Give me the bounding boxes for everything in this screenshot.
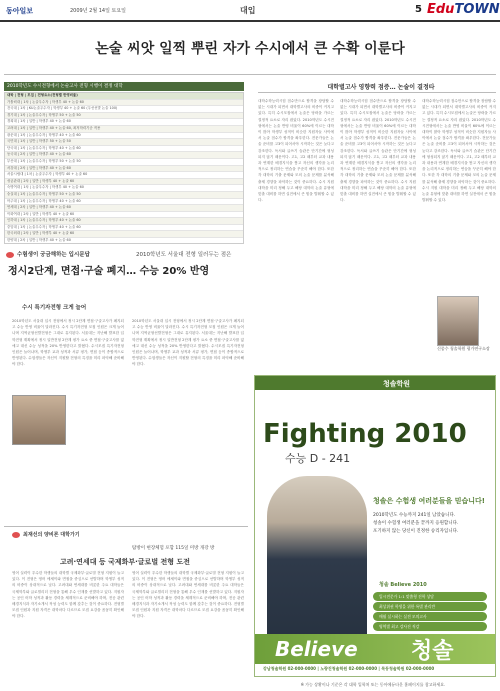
table-row: 숭실대 | 1차 | 논술우수자 | 학생부 50 + 논술 50 <box>5 192 243 199</box>
table-row: 중앙대 | 1차 | 논술우수자 | 학생부 40 + 논술 60 <box>5 225 243 232</box>
university-table <box>4 92 244 244</box>
ad-pill: 입시전문가 1:1 맞춤형 진학 상담 <box>373 592 487 601</box>
table-row: 고려대 | 1차 | 일반 | 학생부 40 + 논술 60, 최저학력기준 적용 <box>5 126 243 133</box>
logo-edu: Edu <box>427 2 455 17</box>
table-row: 서울시립대 | 1차 | 논술우수자 | 학생부 40 + 논술 60 <box>5 172 243 179</box>
ad-pill: 영역별 최고 강사진 직강 <box>373 622 487 631</box>
right-body-col3: 대학수학능력시험 점수만으로 합격을 장담할 수 없는 시대가 되면서 대학별고사의 비중이 커지고 있다. 특히 수시모집에서 논술은 당락을 가르는 결정적 요소로 자리 잡았다. 2010학년도 수시전형에서는 논술 반영 비율이 60%에 이르는 대학이 많아 학생부 성적이 비슷한 지원자들 사이에서 논술 점수가 합격을 좌우한다. 전문가들은 논술 준비를 고3이 되어서야 시작하는 것은 늦다고 강조한다. 독서와 글쓰기 습관은 단기간에 형성되지 않기 때문이다. 고1, 고2 때부터 교과 내용과 연계한 배경지식을 쌓고 자신의 생각을 논리적으로 정리하는 연습을 꾸준히 해야 한다. 또한 각 대학의 기출 문제와 모의 논술 문제를 분석해 출제 경향을 파악하는 것이 중요하다. 수시 지원 대학을 미리 정해 두고 해당 대학의 논술 유형에 맞춘 대비를 하면 실전에서 큰 힘을 발휘할 수 있다. <box>422 99 496 203</box>
lower-divider <box>4 526 248 527</box>
page-headline: 논술 씨앗 일찍 뿌린 자가 수시에서 큰 수확 이룬다 <box>95 41 405 57</box>
table-row: 국민대 | 1차 | 일반 | 학생부 50 + 논술 50 <box>5 139 243 146</box>
page-number: 5 <box>415 4 422 15</box>
divider <box>4 74 496 75</box>
ad-contact: 강남청솔학원 02-000-0000 | 노량진청솔학원 02-000-0000 | 목동청솔학원 02-000-0000 <box>263 666 435 671</box>
qa-tag-label: 수험생이 궁금해하는 입시문답 <box>17 252 90 258</box>
table-title: 2010학년도 수시전형에서 논술고사 전형 시행이 결정 대학 <box>4 82 244 91</box>
ad-bullet: 청솔이 수험생 여러분을 끝까지 응원합니다. <box>373 521 459 526</box>
ad-believe-text: Believe <box>275 637 358 661</box>
ad-countdown: 수능 D - 241 <box>285 452 351 465</box>
ad-pill: 매월 실시하는 실전 모의고사 <box>373 612 487 621</box>
table-row: 경기대 | 1차 | 논술우수자 | 학생부 50 + 논술 50 <box>5 113 243 120</box>
table-row: 한국외대 | 2차 | 일반 | 학생부 40 + 논술 60 <box>5 231 243 238</box>
lower-caption: 탐방이 현장체험 포함 115일 미방 개강 방 <box>132 546 215 551</box>
article-headline: 정시2단계, 면접·구술 폐지… 수능 20% 반영 <box>8 266 210 277</box>
lower-body-col2: 영어 실력이 우수한 학생들의 대학별 국제화부·글로벌 전형 지원이 늘고 있다. 이 전형은 영어 에세이와 면접을 중심으로 선발하며 학생부 성적의 비중이 상대적으로 낮다. 고려대와 연세대를 비롯한 주요 대학들은 국제학부와 글로벌리더 전형을 통해 우수 인재를 선발하고 있다. 지원자는 공인 어학 성적과 활동 경력을 체계적으로 준비해야 하며, 전공 관련 배경지식과 자기소개서 작성 능력도 함께 갖추는 것이 중요하다. 전형별 모집 인원과 지원 자격은 대학마다 다르므로 모집 요강을 꼼꼼히 확인해야 한다. <box>132 571 244 619</box>
author-caption: 신종수 청솔학원 평가연구소장 <box>437 346 490 351</box>
lower-body-col1: 영어 실력이 우수한 학생들의 대학별 국제화부·글로벌 전형 지원이 늘고 있다. 이 전형은 영어 에세이와 면접을 중심으로 선발하며 학생부 성적의 비중이 상대적으로 낮다. 고려대와 연세대를 비롯한 주요 대학들은 국제학부와 글로벌리더 전형을 통해 우수 인재를 선발하고 있다. 지원자는 공인 어학 성적과 활동 경력을 체계적으로 준비해야 하며, 전공 관련 배경지식과 자기소개서 작성 능력도 함께 갖추는 것이 중요하다. 전형별 모집 인원과 지원 자격은 대학마다 다르므로 모집 요강을 꼼꼼히 확인해야 한다. <box>12 571 124 619</box>
ad-believe-korean: 청솔 <box>411 639 454 664</box>
table-row: 성균관대 | 2차 | 일반 | 학생부 40 + 논술 60 <box>5 179 243 186</box>
ad-bullet: 포기하지 않는 당신이 진정한 승리자입니다. <box>373 529 459 534</box>
article-subhead: 수시 특기자전형 크게 늘어 <box>22 305 87 311</box>
table-row: 한양대 | 2차 | 일반 | 학생부 40 + 논술 60 <box>5 238 243 244</box>
table-row: 가톨릭대 | 1차 | 논술우수자 | 학생부 40 + 논술 60 <box>5 100 243 107</box>
table-row: 인하대 | 1차 | 논술우수자 | 학생부 40 + 논술 60 <box>5 218 243 225</box>
ad-slogan: 청솔은 수험생 여러분들을 믿습니다! <box>373 497 485 505</box>
article-body-col1: 2010학년도 서울대 입시 전형에서 정시 2단계 면접·구술고사가 폐지되고 수능 반영 비율이 달라진다. 수시 특기자전형 모집 인원은 크게 늘어나며 지역균형선발전형은 그대로 유지된다. 서울대는 지난해 발표한 입학전형 계획에서 정시 일반전형 2단계 평가 요소 중 면접·구술고사를 없애고 대신 수능 성적을 20% 반영한다고 밝혔다. 수시모집 특기자전형 인원은 늘어나며, 학생부 교과 성적과 서류 평가, 면접 등이 종합적으로 반영된다. 수험생들은 자신이 지원할 전형의 특징을 미리 파악해 준비해야 한다. <box>12 319 124 367</box>
lower-headline: 고려·연세대 등 국제화부·글로벌 전형 도전 <box>59 558 191 566</box>
ad-section-title: 청솔 Believe 2010 <box>379 582 427 588</box>
right-divider <box>258 92 496 93</box>
table-row: 이화여대 | 2차 | 일반 | 학생부 40 + 논술 60 <box>5 212 243 219</box>
table-row: 연세대 | 2차 | 일반 | 학생부 40 + 논술 60 <box>5 205 243 212</box>
table-row: 경희대 | 1차 | 일반 | 학생부 40 + 논술 60 <box>5 119 243 126</box>
page-footer: ※ 가능 상황이나 기준은 각 대학 입학처 또는 동아에듀타운 홈페이지를 참고하세요. <box>300 682 446 687</box>
table-row: 동국대 | 2차 | 일반 | 학생부 40 + 논술 60 <box>5 152 243 159</box>
ad-pill: 최상위권 학생을 위한 특별 관리반 <box>373 602 487 611</box>
ad-big-title: Fighting 2010 <box>263 419 467 449</box>
table-row: 건국대 | 1차 | KU논술우수자 | 학생부 40 + 논술 60 (우선선발 논술 100) <box>5 106 243 113</box>
table-row: 숙명여대 | 1차 | 논술우수자 | 학생부 40 + 논술 60 <box>5 185 243 192</box>
table-row: 부산대 | 1차 | 논술우수자 | 학생부 50 + 논술 50 <box>5 159 243 166</box>
right-section-title: 대학별고사 영향력 점증… 논술이 결정타 <box>327 84 435 91</box>
ad-logo: 청솔학원 <box>383 380 411 388</box>
logo-town: TOWN <box>454 2 500 17</box>
ad-bullet: 2010학년도 수능까지 241일 남았습니다. <box>373 513 456 518</box>
article-caption: 2010학년도 서울대 전형 일러두는 점은 <box>136 252 232 258</box>
qa-tag <box>6 250 90 258</box>
right-body-col2: 대학수학능력시험 점수만으로 합격을 장담할 수 없는 시대가 되면서 대학별고사의 비중이 커지고 있다. 특히 수시모집에서 논술은 당락을 가르는 결정적 요소로 자리 잡았다. 2010학년도 수시전형에서는 논술 반영 비율이 60%에 이르는 대학이 많아 학생부 성적이 비슷한 지원자들 사이에서 논술 점수가 합격을 좌우한다. 전문가들은 논술 준비를 고3이 되어서야 시작하는 것은 늦다고 강조한다. 독서와 글쓰기 습관은 단기간에 형성되지 않기 때문이다. 고1, 고2 때부터 교과 내용과 연계한 배경지식을 쌓고 자신의 생각을 논리적으로 정리하는 연습을 꾸준히 해야 한다. 또한 각 대학의 기출 문제와 모의 논술 문제를 분석해 출제 경향을 파악하는 것이 중요하다. 수시 지원 대학을 미리 정해 두고 해당 대학의 논술 유형에 맞춘 대비를 하면 실전에서 큰 힘을 발휘할 수 있다. <box>340 99 416 203</box>
advertisement <box>254 375 496 677</box>
masthead-paper: 동아일보 <box>6 7 34 15</box>
ad-top-bar <box>255 376 495 390</box>
table-row: 단국대 | 1차 | 논술우수자 | 학생부 40 + 논술 60 <box>5 146 243 153</box>
masthead-date: 2009년 2월 14일 토요일 <box>70 8 127 14</box>
lower-tag <box>12 531 80 538</box>
tag-bullet-icon <box>12 532 20 538</box>
lower-tag-label: 최재선의 양비론 대학가기 <box>23 532 80 538</box>
table-row: 아주대 | 1차 | 논술우수자 | 학생부 40 + 논술 60 <box>5 199 243 206</box>
tag-bullet-icon <box>6 252 14 258</box>
edutown-logo <box>427 2 500 17</box>
table-row: 광운대 | 1차 | 논술우수자 | 학생부 40 + 논술 60 <box>5 133 243 140</box>
right-body-col1: 대학수학능력시험 점수만으로 합격을 장담할 수 없는 시대가 되면서 대학별고사의 비중이 커지고 있다. 특히 수시모집에서 논술은 당락을 가르는 결정적 요소로 자리 잡았다. 2010학년도 수시전형에서는 논술 반영 비율이 60%에 이르는 대학이 많아 학생부 성적이 비슷한 지원자들 사이에서 논술 점수가 합격을 좌우한다. 전문가들은 논술 준비를 고3이 되어서야 시작하는 것은 늦다고 강조한다. 독서와 글쓰기 습관은 단기간에 형성되지 않기 때문이다. 고1, 고2 때부터 교과 내용과 연계한 배경지식을 쌓고 자신의 생각을 논리적으로 정리하는 연습을 꾸준히 해야 한다. 또한 각 대학의 기출 문제와 모의 논술 문제를 분석해 출제 경향을 파악하는 것이 중요하다. 수시 지원 대학을 미리 정해 두고 해당 대학의 논술 유형에 맞춘 대비를 하면 실전에서 큰 힘을 발휘할 수 있다. <box>258 99 334 203</box>
author-portrait <box>437 296 479 346</box>
article-body-col2: 2010학년도 서울대 입시 전형에서 정시 2단계 면접·구술고사가 폐지되고 수능 반영 비율이 달라진다. 수시 특기자전형 모집 인원은 크게 늘어나며 지역균형선발전형은 그대로 유지된다. 서울대는 지난해 발표한 입학전형 계획에서 정시 일반전형 2단계 평가 요소 중 면접·구술고사를 없애고 대신 수능 성적을 20% 반영한다고 밝혔다. 수시모집 특기자전형 인원은 늘어나며, 학생부 교과 성적과 서류 평가, 면접 등이 종합적으로 반영된다. 수험생들은 자신이 지원할 전형의 특징을 미리 파악해 준비해야 한다. <box>132 319 244 367</box>
table-row: 대학 | 전형 | 모집 | 전형요소(전형별 반영비율) <box>5 93 243 100</box>
masthead-section: 대입 <box>240 6 256 15</box>
masthead-rule <box>0 20 500 22</box>
table-row: 서강대 | 2차 | 일반 | 학생부 40 + 논술 60 <box>5 166 243 173</box>
